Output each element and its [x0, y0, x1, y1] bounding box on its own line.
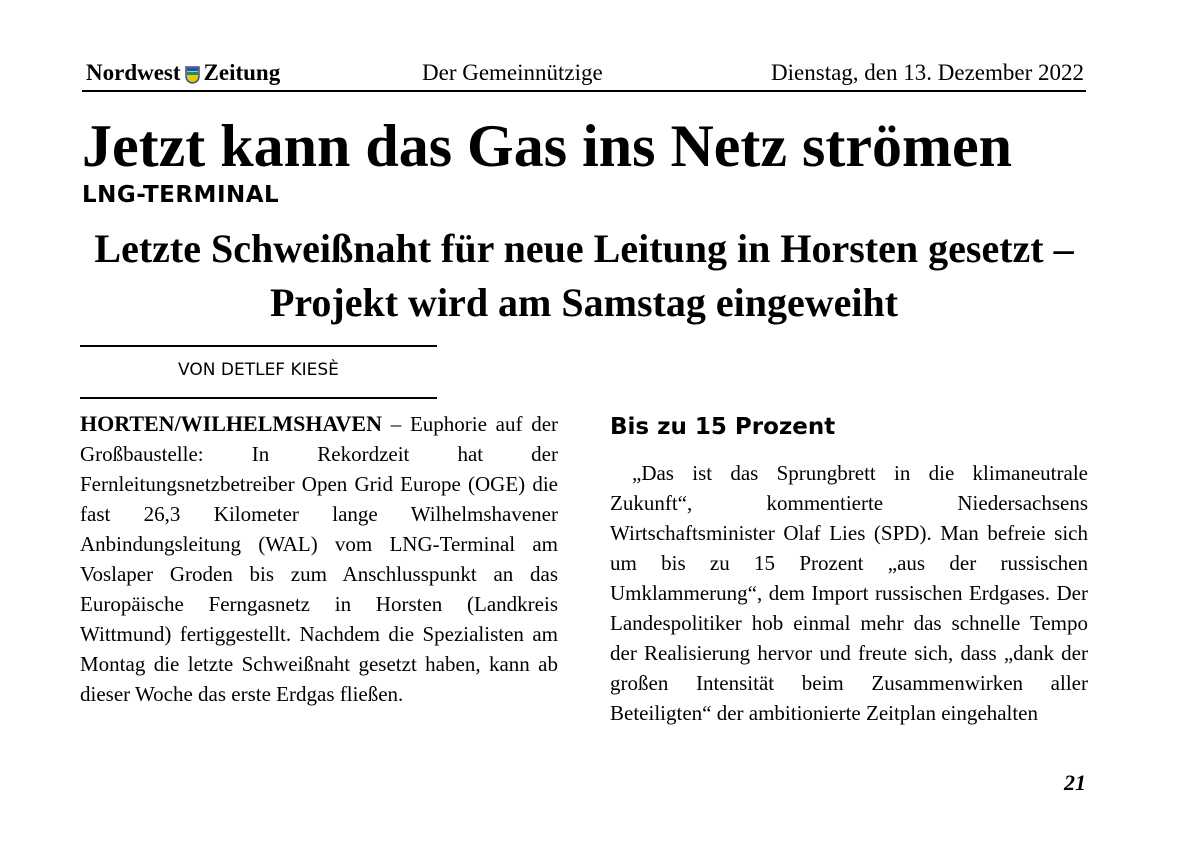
lead-column	[80, 409, 558, 709]
byline-rule-bottom	[80, 397, 437, 399]
lead-text: – Euphorie auf der Großbaustelle: In Rekordzeit hat der Fernleitungsnetzbetreiber Open Grid Europe (OGE) die fast 26,3 Kilometer lange Wilhelmshavener Anbindungsleitung (WAL) vom LNG-Terminal am Voslaper Groden bis zum Anschlusspunkt an das Europäische Ferngasnetz in Horsten (Landkreis Wittmund) fertiggestellt. Nachdem die Spezialisten am Montag die letzte Schweißnaht gesetzt haben, kann ab dieser Woche das erste Erdgas fließen.	[80, 412, 559, 706]
page-header	[82, 56, 1086, 92]
section-heading: Bis zu 15 Prozent	[610, 414, 836, 440]
lead-paragraph	[80, 409, 558, 709]
right-column	[610, 410, 1088, 728]
issue-date: Dienstag, den 13. Dezember 2022	[771, 60, 1084, 85]
crest-band	[187, 72, 198, 75]
byline: VON DETLEF KIESÈ	[178, 360, 339, 380]
masthead-right-text: Zeitung	[203, 60, 281, 85]
masthead-left-text: Nordwest	[86, 60, 181, 85]
section-name: Der Gemeinnützige	[422, 60, 603, 85]
crest-chief	[187, 68, 198, 71]
coat-of-arms-icon	[185, 64, 200, 82]
section-paragraph: „Das ist das Sprungbrett in die klimaneutrale Zukunft“, kommentierte Niedersachsens Wirtschaftsminister Olaf Lies (SPD). Man befreie sich um bis zu 15 Prozent „aus der russischen Umklammerung“, dem Import russischen Erdgases. Der Landespolitiker hob einmal mehr das schnelle Tempo der Realisierung hervor und freute sich, dass „dank der großen Intensität beim Zusammenwirken aller Beteiligten“ der ambitionierte Zeitplan eingehalten	[610, 461, 1088, 725]
page-number: 21	[1064, 770, 1086, 795]
dateline: HORTEN/WILHELMSHAVEN	[80, 411, 382, 436]
kicker: LNG-TERMINAL	[82, 182, 280, 208]
byline-rule-top	[80, 345, 437, 347]
headline: Jetzt kann das Gas ins Netz strömen	[82, 113, 1012, 179]
subheadline: Letzte Schweißnaht für neue Leitung in Horsten gesetzt – Projekt wird am Samstag eingeweiht	[94, 226, 1074, 325]
masthead	[86, 60, 280, 86]
